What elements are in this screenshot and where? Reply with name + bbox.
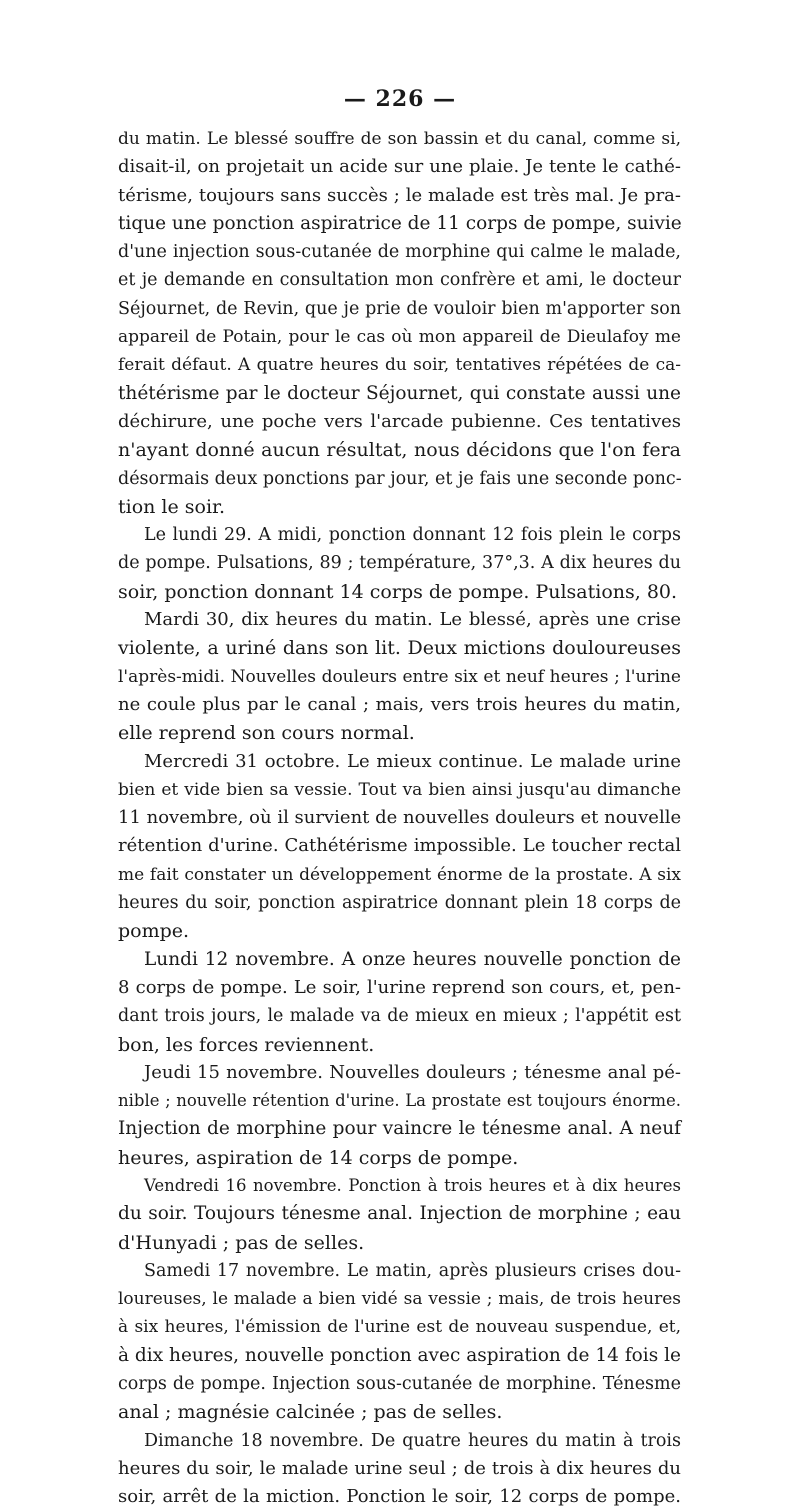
text-line: et je demande en consultation mon confrère et ami, le docteur: [118, 270, 681, 291]
text-line: du soir. Toujours ténesme anal. Injection de morphine ; eau: [118, 1203, 681, 1225]
text-line: loureuses, le malade a bien vidé sa vessie ; mais, de trois heures: [118, 1289, 681, 1310]
text-line: d'Hunyadi ; pas de selles.: [118, 1231, 365, 1254]
text-line: de pompe. Pulsations, 89 ; température, 37°,3. A dix heures du: [118, 553, 681, 574]
text-line: Injection de morphine pour vaincre le ténesme anal. A neuf: [118, 1118, 681, 1140]
text-line: désormais deux ponctions par jour, et je fais une seconde ponc-: [118, 468, 682, 489]
text-line: thétérisme par le docteur Séjournet, qui constate aussi une: [118, 382, 681, 404]
text-line: violente, a uriné dans son lit. Deux mictions douloureuses: [118, 637, 681, 660]
text-line: à six heures, l'émission de l'urine est de nouveau suspendue, et,: [118, 1317, 681, 1338]
text-line: Séjournet, de Revin, que je prie de vouloir bien m'apporter son: [118, 298, 681, 319]
text-line: ferait défaut. A quatre heures du soir, tentatives répétées de ca-: [118, 355, 681, 376]
text-line: térisme, toujours sans succès ; le malade est très mal. Je pra-: [118, 184, 681, 206]
text-line: Jeudi 15 novembre. Nouvelles douleurs ; ténesme anal pé-: [144, 1061, 681, 1083]
text-line: elle reprend son cours normal.: [118, 722, 415, 745]
text-line: à dix heures, nouvelle ponction avec aspiration de 14 fois le: [118, 1344, 681, 1366]
text-line: Le lundi 29. A midi, ponction donnant 12 fois plein le corps: [144, 525, 681, 546]
text-line: 8 corps de pompe. Le soir, l'urine reprend son cours, et, pen-: [118, 976, 681, 998]
text-line: tion le soir.: [118, 495, 226, 518]
text-line: bien et vide bien sa vessie. Tout va bien ainsi jusqu'au dimanche: [118, 779, 681, 800]
text-line: appareil de Potain, pour le cas où mon appareil de Dieulafoy me: [118, 327, 681, 348]
text-line: soir, arrêt de la miction. Ponction le soir, 12 corps de pompe.: [118, 1486, 681, 1508]
text-line: Mardi 30, dix heures du matin. Le blessé, après une crise: [144, 609, 681, 631]
text-line: soir, ponction donnant 14 corps de pompe. Pulsations, 80.: [118, 580, 678, 603]
text-line: me fait constater un développement énorme de la prostate. A six: [118, 864, 681, 885]
text-line: bon, les forces reviennent.: [118, 1033, 375, 1056]
text-line: Dimanche 18 novembre. De quatre heures du matin à trois: [144, 1430, 681, 1451]
text-line: Samedi 17 novembre. Le matin, après plusieurs crises dou-: [144, 1260, 681, 1281]
text-line: heures du soir, ponction aspiratrice donnant plein 18 corps de: [118, 893, 681, 914]
text-line: l'après-midi. Nouvelles douleurs entre six et neuf heures ; l'urine: [118, 666, 681, 687]
text-line: déchirure, une poche vers l'arcade pubienne. Ces tentatives: [118, 410, 681, 432]
text-line: pompe.: [118, 920, 190, 943]
text-line: ne coule plus par le canal ; mais, vers trois heures du matin,: [118, 693, 681, 715]
text-line: n'ayant donné aucun résultat, nous décidons que l'on fera: [118, 439, 681, 462]
text-line: anal ; magnésie calcinée ; pas de selles.: [118, 1401, 503, 1424]
text-line: rétention d'urine. Cathétérisme impossible. Le toucher rectal: [118, 835, 681, 857]
text-line: Mercredi 31 octobre. Le mieux continue. Le malade urine: [144, 750, 681, 772]
text-line: tique une ponction aspiratrice de 11 corps de pompe, suivie: [118, 212, 682, 234]
body-text: [118, 125, 681, 1512]
text-line: du matin. Le blessé souffre de son bassin et du canal, comme si,: [118, 129, 681, 149]
text-line: nible ; nouvelle rétention d'urine. La prostate est toujours énorme.: [118, 1091, 681, 1111]
text-line: Vendredi 16 novembre. Ponction à trois heures et à dix heures: [144, 1175, 681, 1195]
text-line: heures du soir, le malade urine seul ; de trois à dix heures du: [118, 1457, 681, 1479]
text-line: heures, aspiration de 14 corps de pompe.: [118, 1146, 519, 1169]
text-line: d'une injection sous-cutanée de morphine qui calme le malade,: [118, 242, 681, 263]
text-line: 11 novembre, où il survient de nouvelles douleurs et nouvelle: [118, 807, 682, 829]
text-line: Lundi 12 novembre. A onze heures nouvelle ponction de: [144, 948, 681, 970]
page-number: — 226 —: [343, 86, 457, 112]
text-line: dant trois jours, le malade va de mieux en mieux ; l'appétit est: [118, 1006, 681, 1027]
text-line: corps de pompe. Injection sous-cutanée de morphine. Ténesme: [118, 1374, 681, 1395]
text-line: disait-il, on projetait un acide sur une plaie. Je tente le cathé-: [118, 156, 681, 178]
